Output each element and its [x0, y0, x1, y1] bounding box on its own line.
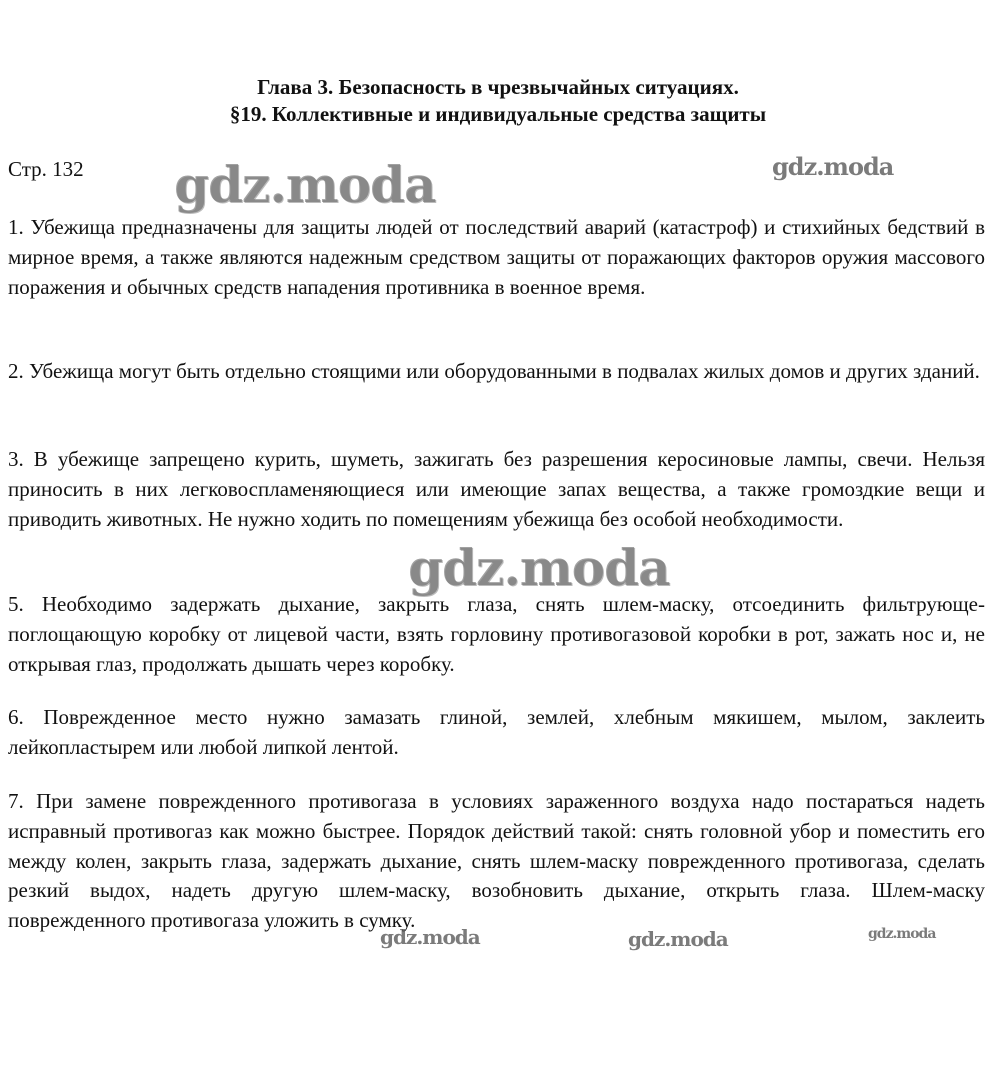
watermark-logo: gdz.moda: [380, 925, 480, 949]
watermark-logo: gdz.moda: [772, 152, 894, 181]
paragraph-2: 2. Убежища могут быть отдельно стоящими или оборудованными в подвалах жилых домов и других зданий.: [8, 359, 980, 383]
paragraph-3: 3. В убежище запрещено курить, шуметь, зажигать без разрешения керосиновые лампы, свечи. Нельзя приносить в них легковоспламеняющиеся или имеющие запах вещества, а также громоздкие вещи и приводить животных. Не нужно ходить по помещениям убежища без особой необходимости.: [8, 447, 985, 531]
chapter-title: Глава 3. Безопасность в чрезвычайных ситуациях.: [257, 75, 739, 99]
watermark-logo: gdz.moda: [174, 155, 436, 214]
watermark-logo: gdz.moda: [408, 538, 670, 597]
paragraph-7: 7. При замене поврежденного противогаза в условиях зараженного воздуха надо постараться надеть исправный противогаз как можно быстрее. Порядок действий такой: снять головной убор и поместить его между колен, закрыть глаза, задержать дыхание, снять шлем-маску поврежденного противогаза, сделать резкий выдох, надеть другую шлем-маску, возобновить дыхание, открыть глаза. Шлем-маску поврежденного противогаза уложить в сумку.: [8, 789, 985, 933]
page-number: Стр. 132: [8, 157, 84, 181]
watermark-logo: gdz.moda: [868, 926, 936, 942]
section-title: §19. Коллективные и индивидуальные средства защиты: [229, 102, 767, 126]
watermark-logo: gdz.moda: [628, 927, 728, 951]
paragraph-6: 6. Поврежденное место нужно замазать глиной, землей, хлебным мякишем, мылом, заклеить лейкопластырем или любой липкой лентой.: [8, 705, 985, 759]
paragraph-5: 5. Необходимо задержать дыхание, закрыть глаза, снять шлем-маску, отсоединить фильтрующе-поглощающую коробку от лицевой части, взять горловину противогазовой коробки в рот, зажать нос и, не открывая глаз, продолжать дышать через коробку.: [8, 592, 985, 676]
paragraph-1: 1. Убежища предназначены для защиты людей от последствий аварий (катастроф) и стихийных бедствий в мирное время, а также являются надежным средством защиты от поражающих факторов оружия массового поражения и обычных средств нападения противника в военное время.: [8, 215, 985, 299]
